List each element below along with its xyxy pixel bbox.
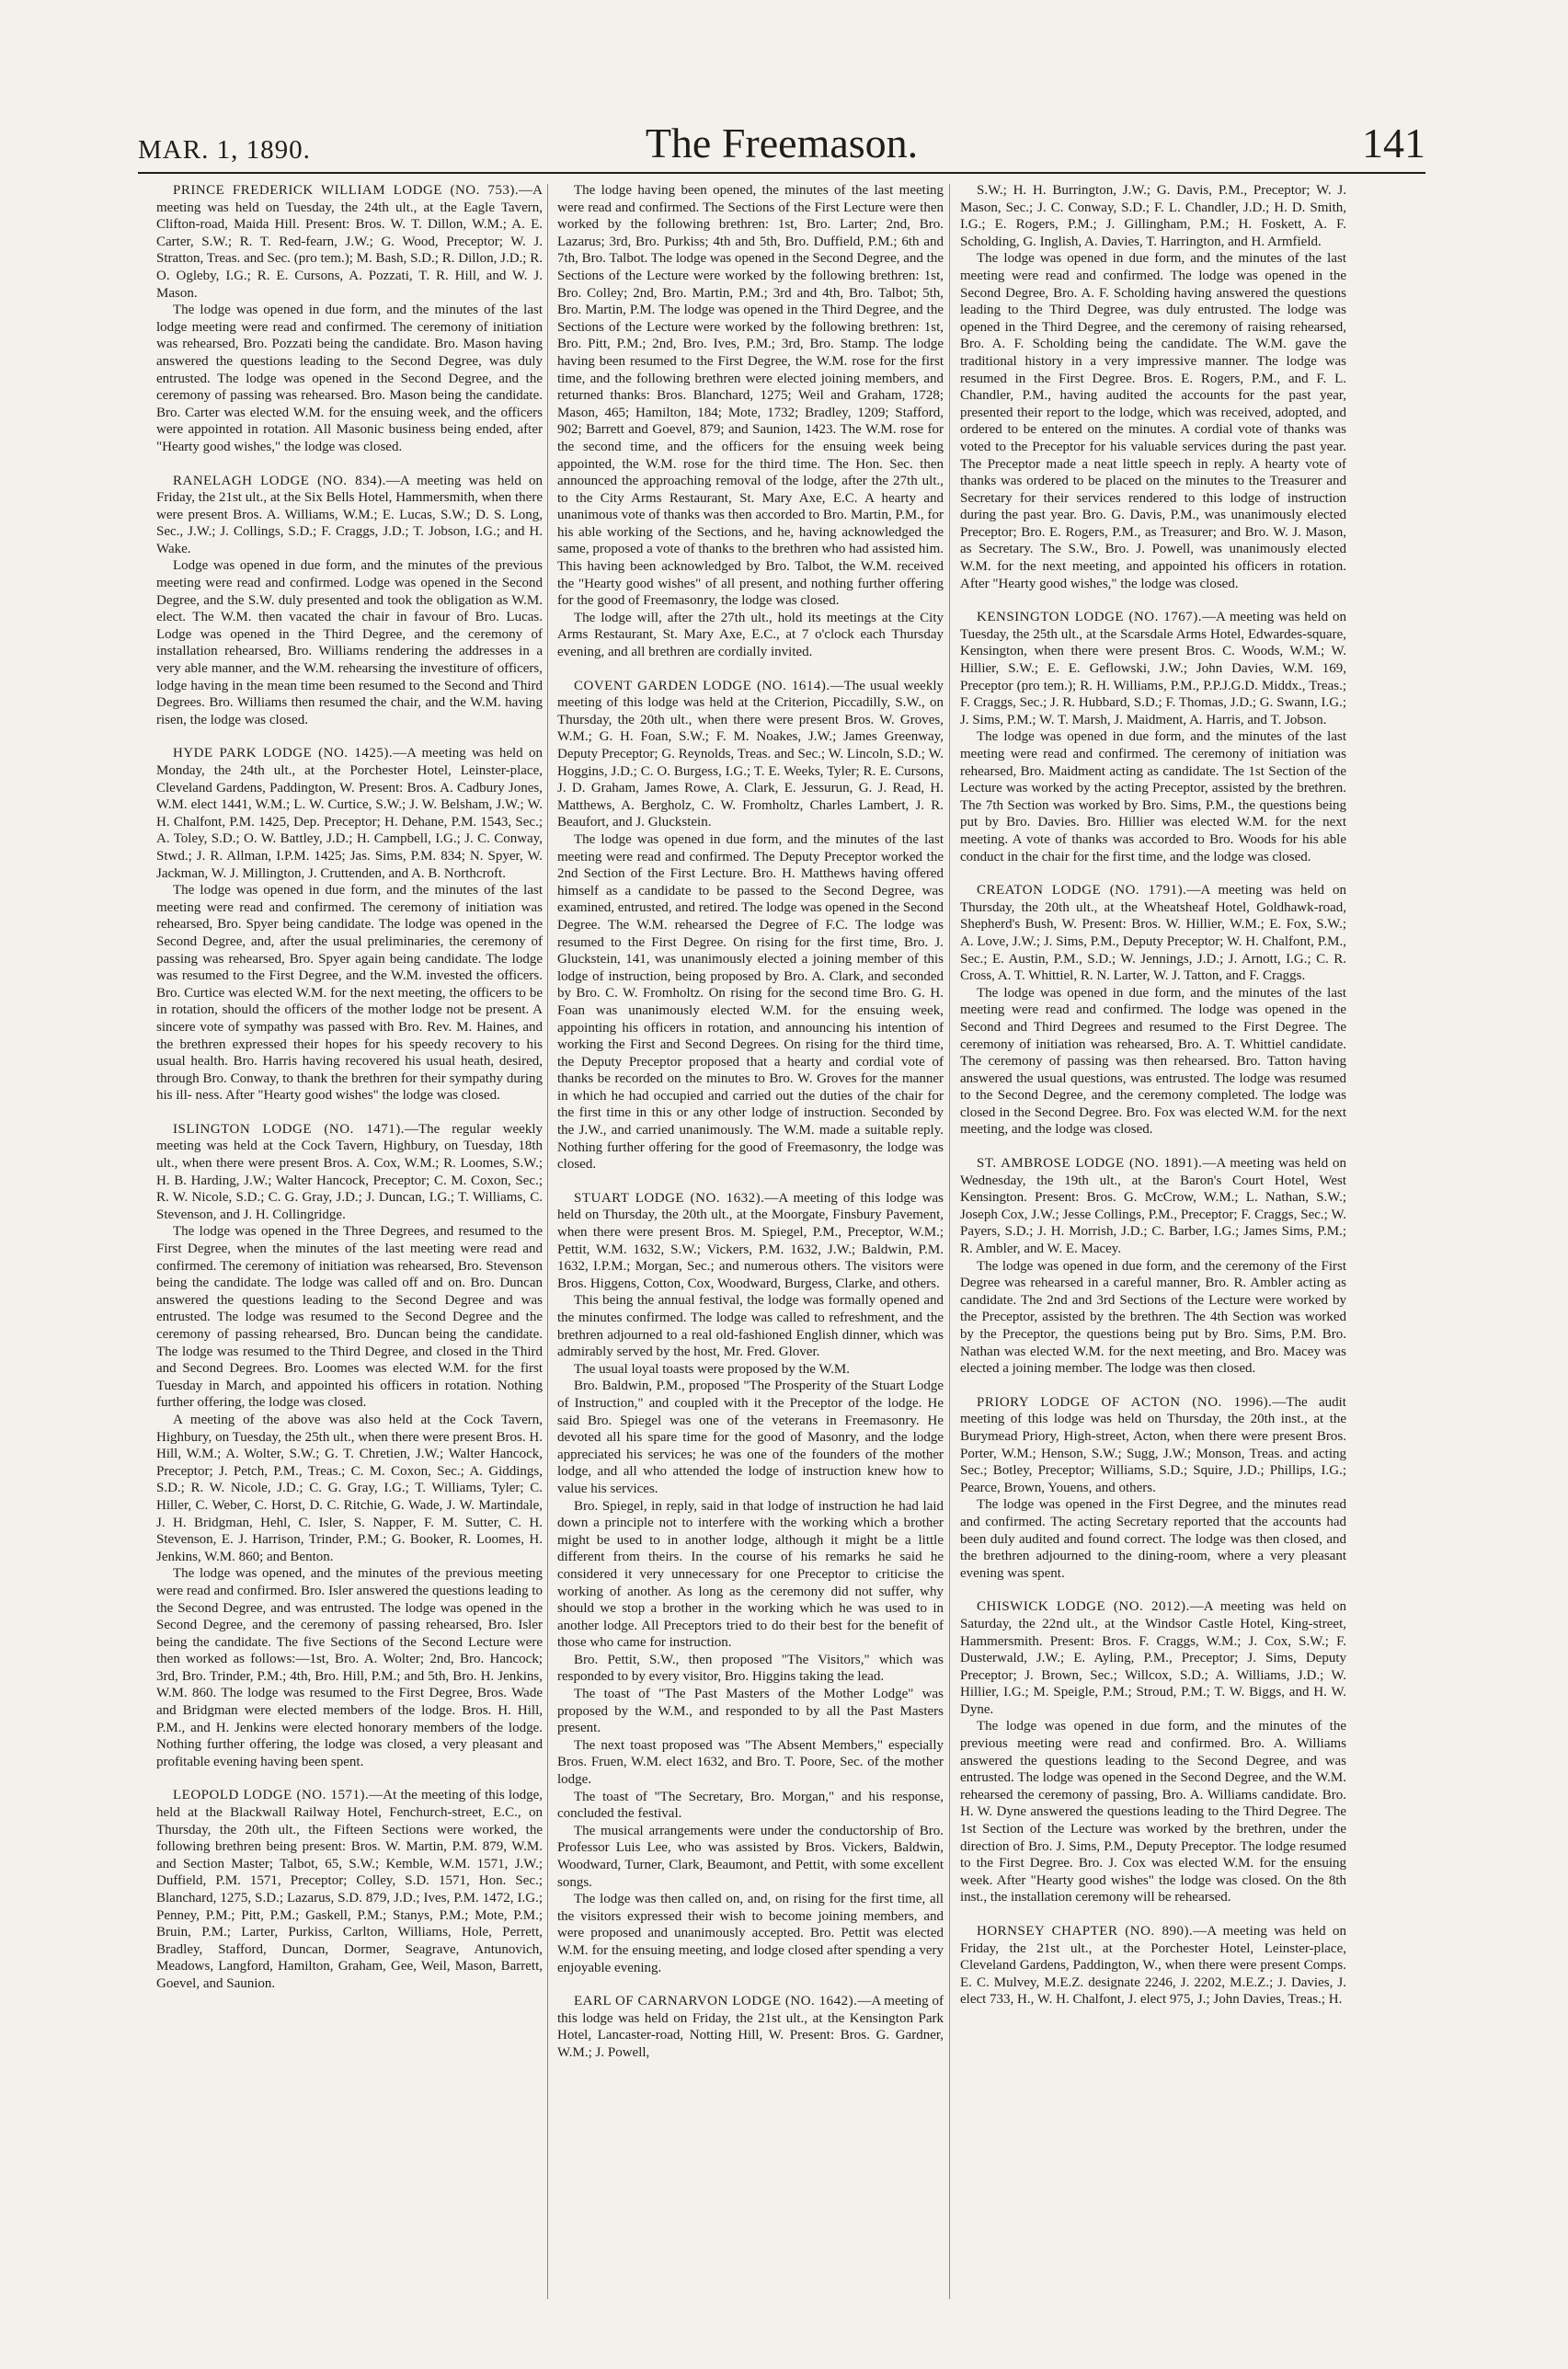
report-paragraph — [557, 1891, 944, 1976]
lodge-heading: STUART LODGE (NO. 1632). — [574, 1190, 765, 1206]
report-paragraph — [156, 557, 543, 728]
report-text: The lodge was opened in due form, and the minutes of the last meeting were read and confirmed. The lodge was opened in the Second and Third Degrees and resumed to the First Degree. The ceremony of initiation was rehearsed, Bro. A. T. Whittiel candidate. The ceremony of passing was then rehearsed. Bro. Tatton having answered the usual questions, was entrusted. The lodge was resumed to the Second Degree, and the ceremony completed. The lodge was closed in the Second Degree. Bro. Fox was elected W.M. for the next meeting, and the lodge was closed. — [960, 985, 1346, 1138]
lodge-report — [960, 882, 1346, 1139]
report-text: —A meeting was held on Tuesday, the 25th ult., at the Scarsdale Arms Hotel, Edwardes-square, Kensington, when there were present Bros. C. Woods, W.M.; W. Hillier, S.W.; E. E. Geflowski, J.W.; John Davies, W.M. 169, Preceptor (pro tem.); R. H. Williams, P.M., P.P.J.G.D. Middx., Treas.; F. Craggs, Sec.; J. R. Hubbard, S.D.; F. Thomas, J.D.; G. Swann, I.G.; J. Sims, P.M.; W. T. Marsh, J. Maidment, A. Harris, and T. Jobson. — [960, 610, 1346, 727]
report-paragraph — [960, 1598, 1346, 1718]
report-text: —The regular weekly meeting was held at the Cock Tavern, Highbury, on Tuesday, 18th ult., when there were present Bros. A. Cox, W.M.; R. Loomes, S.W.; H. B. Harding, J.W.; Walter Hancock, Preceptor; C. M. Coxon, Sec.; R. W. Nicole, S.D.; C. G. Gray, J.D.; J. Duncan, I.G.; T. Williams, C. Stevenson, and J. H. Collingridge. — [156, 1121, 543, 1222]
report-text: —A meeting was held on Friday, the 21st ult., at the Porchester Hotel, Leinster-place, Cleveland Gardens, Paddington, W., when there were present Comps. E. C. Mulvey, M.E.Z. designate 2246, J. 2202, M.E.Z.; J. Davies, J. elect 733, H., W. H. Chalfont, J. elect 975, J.; John Davies, Treas.; H. — [960, 1924, 1346, 2008]
report-paragraph — [557, 182, 944, 610]
report-paragraph — [960, 728, 1346, 865]
report-paragraph — [557, 1737, 944, 1789]
report-paragraph — [156, 1223, 543, 1412]
report-text: —A meeting was held on Wednesday, the 19th ult., at the Baron's Court Hotel, West Kensington. Present: Bros. G. McCrow, W.M.; L. Nathan, S.W.; Joseph Cox, J.W.; Jesse Collings, P.M., Preceptor; F. Craggs, Sec.; W. Payers, S.D.; J. H. Morrish, J.D.; C. Barber, I.G.; James Sims, P.M.; R. Ambler, and W. E. Macey. — [960, 1156, 1346, 1257]
report-paragraph — [557, 1292, 944, 1360]
report-paragraph — [557, 1823, 944, 1891]
report-text: The lodge having been opened, the minutes of the last meeting were read and confirmed. The Sections of the First Lecture were then worked by the following brethren: 1st, Bro. Larter; 2nd, Bro. Lazarus; 3rd, Bro. Purkiss; 4th and 5th, Bro. Duffield, P.M.; 6th and 7th, Bro. Talbot. The lodge was opened in the Second Degree, and the Sections of the Lecture were worked by the following brethren: 1st, Bro. Colley; 2nd, Bro. Martin, P.M.; 3rd and 4th, Bro. Talbot; 5th, Bro. Martin, P.M. The lodge was opened in the Third Degree, and the Sections of the Lecture were worked by the following brethren: 1st, Bro. Pitt, P.M.; 2nd, Bro. Ives, P.M.; 3rd, Bro. Stamp. The lodge having been resumed to the First Degree, the W.M. rose for the first time, and the following brethren were elected joining members, and returned thanks: Bros. Blanchard, 1275; Weil and Graham, 1728; Mason, 465; Hamilton, 184; Mote, 1732; Bradley, 1209; Stafford, 902; Barrett and Goevel, 879; and Saunion, 1423. The W.M. rose for the second time, and the officers for the ensuing week being appointed, the W.M. rose for the third time. The Hon. Sec. then announced the approaching removal of the lodge, after the 27th ult., to the City Arms Restaurant, St. Mary Axe, E.C. A hearty and unanimous vote of thanks was then accorded to Bro. Martin, P.M., for his able working of the Sections, and he, having acknowledged the same, proposed a vote of thanks to the brethren who had assisted him. This having been acknowledged by Bro. Talbot, the W.M. received the "Hearty good wishes" of all present, and nothing further offering for the good of Freemasonry, the lodge was closed. — [557, 183, 944, 609]
report-text: The usual loyal toasts were proposed by the W.M. — [574, 1361, 850, 1377]
page-number: 141 — [1362, 120, 1425, 166]
lodge-report — [156, 473, 543, 729]
lodge-report — [557, 1190, 944, 1976]
lodge-report — [960, 1155, 1346, 1378]
report-paragraph — [960, 609, 1346, 728]
report-paragraph — [156, 1565, 543, 1770]
lodge-heading: HORNSEY CHAPTER (NO. 890). — [977, 1924, 1194, 1939]
report-text: —A meeting of this lodge was held on Friday, the 21st ult., at the Kensington Park Hotel, Lancaster-road, Notting Hill, W. Present: Bros. G. Gardner, W.M.; J. Powell, — [557, 1994, 944, 2060]
lodge-heading: HYDE PARK LODGE (NO. 1425). — [173, 746, 394, 761]
report-paragraph — [156, 302, 543, 455]
report-text: The lodge was opened in the First Degree, and the minutes read and confirmed. The acting Secretary reported that the accounts had been duly audited and found correct. The lodge was then closed, and the brethren adjourned to the dining-room, where a very pleasant evening was spent. — [960, 1497, 1346, 1581]
issue-date: MAR. 1, 1890. — [138, 135, 311, 165]
report-paragraph — [960, 985, 1346, 1139]
report-paragraph — [557, 1378, 944, 1497]
lodge-report — [557, 678, 944, 1173]
lodge-report — [960, 609, 1346, 865]
report-paragraph — [156, 1787, 543, 1992]
report-paragraph — [960, 1155, 1346, 1258]
column-divider — [547, 184, 548, 2299]
report-text: The lodge was opened in due form, and the minutes of the last meeting were read and confirmed. The ceremony of initiation was rehearsed, Bro. Spyer being candidate. The lodge was opened in the Second Degree, and, after the usual preliminaries, the ceremony of passing was rehearsed, Bro. Spyer again being candidate. The lodge was resumed to the First Degree, and the W.M. invested the officers. Bro. Curtice was elected W.M. for the next meeting, the officers to be in rotation, should the officers of the mother lodge not be present. A sincere vote of sympathy was passed with Bro. Rev. M. Haines, and the brethren expressed their hopes for his speedy recovery to his usual health. Bro. Harris having recovered his usual heath, desired, through Bro. Conway, to thank the brethren for their sympathy during his ill- ness. After "Hearty good wishes" the lodge was closed. — [156, 883, 543, 1104]
lodge-report — [960, 1394, 1346, 1583]
column-divider — [949, 184, 950, 2299]
report-text: The toast of "The Secretary, Bro. Morgan," and his response, concluded the festival. — [557, 1789, 944, 1822]
column-3 — [960, 182, 1346, 2325]
lodge-report — [960, 1598, 1346, 1906]
report-paragraph — [960, 1496, 1346, 1582]
report-text: Lodge was opened in due form, and the minutes of the previous meeting were read and confirmed. Lodge was opened in the Second Degree, and the S.W. duly presented and took the obligation as W.M. elect. The W.M. then vacated the chair in favour of Bro. Lucas. Lodge was opened in the Third Degree, and the ceremony of installation rehearsed, Bro. Williams rendering the addresses in a very able manner, and the W.M. rehearsing the investiture of officers, lodge having in the mean time been resumed to the Second and Third Degrees. Bro. Williams then resumed the chair, and the W.M. having risen, the lodge was closed. — [156, 558, 543, 727]
report-text: —A meeting was held on Tuesday, the 24th ult., at the Eagle Tavern, Clifton-road, Maida Hill. Present: Bros. W. T. Dillon, W.M.; A. E. Carter, S.W.; R. T. Red-fearn, J.W.; G. Wood, Preceptor; W. J. Stratton, Treas. and Sec. (pro tem.); M. Bash, S.D.; R. Dillon, J.D.; R. O. Ogleby, I.G.; R. E. Cursons, A. Pozzati, T. R. Hill, and W. J. Mason. — [156, 183, 543, 301]
report-text: The lodge was opened in due form, and the minutes of the last meeting were read and confirmed. The lodge was opened in the Second Degree, Bro. A. F. Scholding having answered the questions leading to the Third Degree, was duly entrusted. The lodge was opened in the Third Degree, and the ceremony of raising rehearsed, Bro. A. F. Scholding being the candidate. The W.M. gave the traditional history in a very impressive manner. The lodge was resumed in the First Degree. Bros. E. Rogers, P.M., and F. L. Chandler, P.M., having audited the accounts for the past year, presented their report to the lodge, which was received, adopted, and ordered to be entered on the minutes. A cordial vote of thanks was voted to the Preceptor for his valuable services during the past year. The Preceptor made a neat little speech in reply. A hearty vote of thanks was ordered to be placed on the minutes to the Treasurer and Secretary for their services rendered to this lodge of instruction during the past year. Bro. G. Davis, P.M., was unanimously elected Preceptor; Bro. E. Rogers, P.M., as Treasurer; and Bro. W. J. Mason, as Secretary. The S.W., Bro. J. Powell, was unanimously elected W.M. for the next meeting, and appointed his officers in rotation. After "Hearty good wishes," the lodge was closed. — [960, 251, 1346, 591]
lodge-report — [557, 182, 944, 661]
lodge-heading: LEOPOLD LODGE (NO. 1571). — [173, 1788, 370, 1803]
report-text: The lodge was opened in due form, and the minutes of the last lodge meeting were read and confirmed. The ceremony of initiation was rehearsed, Bro. Pozzati being the candidate. Bro. Mason having answered the questions leading to the Second Degree, was duly entrusted. The lodge was opened in the Second Degree, and the ceremony of passing was rehearsed. Bro. Mason being the candidate. Bro. Carter was elected W.M. for the ensuing week, and the officers were appointed in rotation. All Masonic business being ended, after "Hearty good wishes," the lodge was closed. — [156, 303, 543, 454]
report-text: The lodge will, after the 27th ult., hold its meetings at the City Arms Restaurant, St. Mary Axe, E.C., at 7 o'clock each Thursday evening, and all brethren are cordially invited. — [557, 610, 944, 660]
newspaper-title: The Freemason. — [645, 120, 919, 166]
report-paragraph — [156, 882, 543, 1104]
report-text: The lodge was opened in due form, and the minutes of the previous meeting were read and confirmed. Bro. A. Williams answered the questions leading to the Second Degree, and was entrusted. The lodge was opened in the Second Degree, and the W.M. rehearsed the ceremony of passing, Bro. A. Williams candidate. Bro. H. W. Dyne answered the questions leading to the Third Degree. The 1st Section of the Lecture was worked by the brethren, under the direction of Bro. J. Sims, P.M., Deputy Preceptor. The lodge resumed to the First Degree. Bro. J. Cox was elected W.M. for the ensuing week. After "Hearty good wishes" the lodge was closed. On the 8th inst., the installation ceremony will be rehearsed. — [960, 1719, 1346, 1906]
lodge-heading: ISLINGTON LODGE (NO. 1471). — [173, 1121, 406, 1137]
report-text: —A meeting was held on Monday, the 24th ult., at the Porchester Hotel, Leinster-place, Cleveland Gardens, Paddington, W. Present: Bros. A. Cadbury Jones, W.M. elect 1441, W.M.; L. W. Curtice, S.W.; J. W. Belsham, J.W.; W. H. Chalfont, P.M. 1425, Dep. Preceptor; H. Dehane, P.M. 1543, Sec.; A. Toley, S.D.; O. W. Battley, J.D.; H. Campbell, I.G.; J. C. Conway, Stwd.; J. R. Allman, I.P.M. 1425; Jas. Sims, P.M. 834; N. Spyer, W. Jackman, W. J. Millington, J. Cruttenden, and A. B. Northcroft. — [156, 746, 543, 881]
lodge-report — [960, 1923, 1346, 2008]
lodge-heading: EARL OF CARNARVON LODGE (NO. 1642). — [574, 1994, 858, 2009]
header-rule — [138, 172, 1425, 174]
report-text: The next toast proposed was "The Absent Members," especially Bros. Fruen, W.M. elect 1632, and Bro. T. Poore, Sec. of the mother lodge. — [557, 1737, 944, 1788]
report-paragraph — [960, 250, 1346, 592]
report-text: The lodge was opened in due form, and the ceremony of the First Degree was rehearsed in a careful manner, Bro. R. Ambler acting as candidate. The 2nd and 3rd Sections of the Lecture were worked by the Preceptor, assisted by the brethren. The 4th Section was worked by the Preceptor, the questions being put by Bro. Sims, P.M. Bro. Nathan was elected W.M. for the next meeting, and Bro. Macey was elected a joining member. The lodge was then closed. — [960, 1258, 1346, 1377]
report-paragraph — [557, 1993, 944, 2061]
report-text: A meeting of the above was also held at the Cock Tavern, Highbury, on Tuesday, the 25th ult., when there were present Bros. H. Hill, W.M.; A. Wolter, S.W.; G. T. Chretien, J.W.; Walter Hancock, Preceptor; J. Petch, P.M., Treas.; C. M. Coxon, Sec.; A. Giddings, S.D.; R. W. Nicole, J.D.; C. G. Gray, I.G.; T. Williams, Tyler; C. Hiller, C. Weber, C. Horst, D. C. Ritchie, G. Wade, J. W. Martindale, J. H. Bridgman, Hehl, C. Isler, S. Napper, F. M. Sutter, C. H. Stevenson, E. J. Harrison, Trinder, P.M.; G. Booker, R. Loomes, H. Jenkins, W.M. 860; and Benton. — [156, 1412, 543, 1564]
report-text: The lodge was opened in the Three Degrees, and resumed to the First Degree, when the minutes of the last meeting were read and confirmed. The ceremony of initiation was rehearsed, Bro. Stevenson being the candidate. The lodge was called off and on. Bro. Duncan answered the questions leading to the Second Degree and was entrusted. The lodge was resumed to the Second Degree and the ceremony of passing rehearsed, Bro. Duncan being the candidate. The lodge was resumed to the Third Degree, and closed in the Third and Second Degrees. Bro. Loomes was elected W.M. for the first Tuesday in March, and appointed his officers in rotation. Nothing further offering, the lodge was closed. — [156, 1224, 543, 1411]
report-paragraph — [557, 1686, 944, 1737]
column-2 — [557, 182, 944, 2325]
report-paragraph — [557, 678, 944, 831]
masthead — [138, 112, 1425, 167]
report-paragraph — [960, 882, 1346, 985]
report-paragraph — [557, 1190, 944, 1293]
report-paragraph — [557, 1789, 944, 1823]
report-text: —The usual weekly meeting of this lodge was held at the Criterion, Piccadilly, S.W., on Thursday, the 20th ult., when there were present Bros. W. Groves, W.M.; G. H. Foan, S.W.; F. M. Noakes, J.W.; James Greenway, Deputy Preceptor; G. Reynolds, Treas. and Sec.; W. Lincoln, S.D.; W. Hoggins, J.D.; C. O. Burgess, I.G.; T. E. Weeks, Tyler; R. E. Cursons, J. D. Graham, James Rowe, A. Clark, E. Jessurun, G. J. Read, H. Matthews, A. Bergholz, C. W. Fromholtz, Charles Lambert, J. R. Beaufort, and J. Gluckstein. — [557, 678, 944, 830]
report-paragraph — [156, 1412, 543, 1565]
lodge-heading: RANELAGH LODGE (NO. 834). — [173, 473, 386, 488]
lodge-heading: KENSINGTON LODGE (NO. 1767). — [977, 610, 1202, 625]
report-text: The musical arrangements were under the conductorship of Bro. Professor Luis Lee, who was assisted by Bros. Vickers, Baldwin, Woodward, Turner, Clark, Beaumont, and Pettit, with some excellent songs. — [557, 1823, 944, 1890]
report-text: The toast of "The Past Masters of the Mother Lodge" was proposed by the W.M., and responded to by all the Past Masters present. — [557, 1687, 944, 1736]
report-text: S.W.; H. H. Burrington, J.W.; G. Davis, P.M., Preceptor; W. J. Mason, Sec.; J. C. Conway, S.D.; F. L. Chandler, J.D.; H. D. Smith, I.G.; E. Rogers, P.M.; J. Gillingham, P.M.; H. Foskett, A. F. Scholding, G. Inglish, A. Davies, T. Harrington, and H. Armfield. — [960, 183, 1346, 249]
report-paragraph — [557, 1652, 944, 1686]
report-paragraph — [960, 1258, 1346, 1378]
lodge-heading: CHISWICK LODGE (NO. 2012). — [977, 1599, 1190, 1615]
lodge-heading: PRIORY LODGE OF ACTON (NO. 1996). — [977, 1394, 1273, 1410]
report-text: —A meeting of this lodge was held on Thursday, the 20th ult., at the Moorgate, Finsbury Pavement, when there were present Bros. M. Spiegel, P.M., Preceptor, W.M.; Pettit, W.M. 1632, S.W.; Vickers, P.M. 1632, J.W.; Baldwin, P.M. 1632, I.P.M.; Morgan, Sec.; and numerous others. The visitors were Bros. Higgens, Cotton, Cox, Woodward, Burgess, Clarke, and others. — [557, 1190, 944, 1291]
report-text: The lodge was then called on, and, on rising for the first time, all the visitors expressed their wish to become joining members, and were proposed and unanimously accepted. Bro. Pettit was elected W.M. for the ensuing meeting, and lodge closed after spending a very enjoyable evening. — [557, 1892, 944, 1975]
report-text: The lodge was opened, and the minutes of the previous meeting were read and confirmed. Bro. Isler answered the questions leading to the Second Degree, and was entrusted. The lodge was opened in the Second Degree, and the ceremony of passing rehearsed, Bro. Isler being the candidate. The five Sections of the Second Lecture were then worked as follows:—1st, Bro. A. Wolter; 2nd, Bro. Hancock; 3rd, Bro. Trinder, P.M.; 4th, Bro. Hill, P.M.; and 5th, Bro. H. Jenkins, W.M. 860. The lodge was resumed to the First Degree, Bros. Wade and Bridgman were elected members of the lodge. Bros. H. Hill, P.M., and H. Jenkins were elected honorary members of the lodge. Nothing further offering, the lodge was closed, a very pleasant and profitable evening having been spent. — [156, 1566, 543, 1769]
report-paragraph — [156, 745, 543, 882]
report-text: This being the annual festival, the lodge was formally opened and the minutes confirmed. The lodge was called to refreshment, and the brethren adjourned to a real old-fashioned English dinner, which was admirably served by the host, Mr. Fred. Glover. — [557, 1293, 944, 1360]
lodge-report — [156, 1787, 543, 1992]
lodge-report — [156, 1121, 543, 1771]
report-text: —A meeting was held on Friday, the 21st ult., at the Six Bells Hotel, Hammersmith, when there were present Bros. A. Williams, W.M.; E. Lucas, S.W.; D. S. Long, Sec., J.W.; J. Collings, S.D.; F. Craggs, J.D.; T. Jobson, I.G.; and H. Wake. — [156, 473, 543, 556]
report-paragraph — [557, 1498, 944, 1652]
report-paragraph — [960, 1923, 1346, 2008]
report-text: Bro. Spiegel, in reply, said in that lodge of instruction he had laid down a principle not to interfere with the working which a brother might be used to in another lodge, although it might be a little different from theirs. In the course of his remarks he said he considered it very unnecessary for one Preceptor to criticise the working of another. As long as the ceremony did not suffer, why should we stop a brother in the working which he was used to in another lodge. All Preceptors tried to do their best for the benefit of those who came for instruction. — [557, 1498, 944, 1651]
report-text: —A meeting was held on Saturday, the 22nd ult., at the Windsor Castle Hotel, King-street, Hammersmith. Present: Bros. F. Craggs, W.M.; J. Cox, S.W.; F. Dusterwald, J.W.; E. Ayling, P.M., Preceptor; J. Sims, Deputy Preceptor; J. Brown, Sec.; Willcox, S.D.; A. Williams, J.D.; W. Hillier, I.G.; M. Speigle, P.M.; Stroud, P.M.; T. W. Biggs, and H. W. Dyne. — [960, 1599, 1346, 1717]
lodge-report — [557, 1993, 944, 2061]
report-text: —At the meeting of this lodge, held at the Blackwall Railway Hotel, Fenchurch-street, E.C., on Thursday, the 20th ult., the Fifteen Sections were worked, the following brethren being present: Bros. W. Martin, P.M. 879, W.M. and Section Master; Talbot, 65, S.W.; Kemble, W.M. 1571, J.W.; Duffield, P.M. 1571, Preceptor; Colley, S.D. 1571, Hon. Sec.; Blanchard, 1275, S.D.; Lazarus, S.D. 879, J.D.; Ives, P.M. 1472, I.G.; Penney, P.M.; Pitt, P.M.; Gaskell, P.M.; Stanys, P.M.; Mote, P.M.; Bruin, P.M.; Larter, Purkiss, Carlton, Williams, Hole, Perrett, Bradley, Stafford, Duncan, Dormer, Seagrave, Antunovich, Meadows, Langford, Hamilton, Graham, Gee, Weil, Mason, Barrett, Goevel, and Saunion. — [156, 1788, 543, 1991]
report-text: —The audit meeting of this lodge was held on Thursday, the 20th inst., at the Burymead Priory, High-street, Acton, when there were present Bros. Porter, W.M.; Henson, S.W.; Sugg, J.W.; Monson, Treas. and acting Sec.; Botley, Preceptor; Williams, S.D.; Squire, J.D.; Phillips, I.G.; Pearce, Brown, Youens, and others. — [960, 1394, 1346, 1495]
lodge-heading: COVENT GARDEN LODGE (NO. 1614). — [574, 678, 830, 693]
report-paragraph — [960, 1394, 1346, 1497]
lodge-heading: CREATON LODGE (NO. 1791). — [977, 883, 1187, 898]
report-text: —A meeting was held on Thursday, the 20th ult., at the Wheatsheaf Hotel, Goldhawk-road, Shepherd's Bush, W. Present: Bros. W. Hillier, W.M.; E. Fox, S.W.; A. Love, J.W.; J. Sims, P.M., Deputy Preceptor; W. H. Chalfont, P.M., Sec.; E. Austin, P.M., S.D.; W. Jennings, J.D.; J. Arnott, I.G.; C. R. Cross, A. T. Whittiel, R. N. Larter, W. J. Tatton, and F. Craggs. — [960, 883, 1346, 984]
lodge-report — [960, 182, 1346, 592]
report-text: Bro. Baldwin, P.M., proposed "The Prosperity of the Stuart Lodge of Instruction," and coupled with it the Preceptor of the lodge. He said Bro. Spiegel was one of the veterans in Freemasonry. He devoted all his spare time for the good of Masonry, and the lodge appreciated his services; he was one of the founders of the mother lodge, and all who attended the lodge of instruction knew how to value his services. — [557, 1379, 944, 1496]
lodge-report — [156, 745, 543, 1104]
column-1 — [156, 182, 543, 2325]
report-paragraph — [156, 473, 543, 558]
report-text: Bro. Pettit, S.W., then proposed "The Visitors," which was responded to by every visitor, Bro. Higgins taking the lead. — [557, 1652, 944, 1685]
report-paragraph — [557, 831, 944, 1173]
report-paragraph — [156, 1121, 543, 1224]
report-paragraph — [557, 610, 944, 661]
report-text: The lodge was opened in due form, and the minutes of the last meeting were read and confirmed. The ceremony of initiation was rehearsed, Bro. Maidment acting as candidate. The 1st Section of the Lecture was worked by the acting Preceptor, assisted by the brethren. The 7th Section was worked by Bro. Sims, P.M., the questions being put by Bro. Davies. Bro. Hillier was elected W.M. for the next meeting. A vote of thanks was accorded to Bro. Woods for his able conduct in the chair for the first time, and the lodge was closed. — [960, 729, 1346, 864]
report-paragraph — [960, 182, 1346, 250]
lodge-report — [156, 182, 543, 456]
report-paragraph — [557, 1361, 944, 1379]
report-paragraph — [156, 182, 543, 302]
report-text: The lodge was opened in due form, and the minutes of the last meeting were read and confirmed. The Deputy Preceptor worked the 2nd Section of the First Lecture. Bro. H. Matthews having offered himself as a candidate to be passed to the Second Degree, was examined, entrusted, and retired. The lodge was opened in the Second Degree. The W.M. rehearsed the Degree of F.C. The lodge was resumed to the First Degree. On rising for the first time, Bro. J. Gluckstein, 141, was unanimously elected a joining member of this lodge of instruction, being proposed by Bro. A. Clark, and seconded by Bro. C. W. Fromholtz. On rising for the second time Bro. G. H. Foan was unanimously elected W.M. for the ensuing week, appointing his officers in rotation, and announcing his intention of working the First and Second Degrees. On rising for the third time, the Deputy Preceptor proposed that a hearty and cordial vote of thanks be recorded on the minutes to Bro. W. Groves for the manner in which he had occupied and carried out the duties of the chair for the first time in this or any other lodge of instruction. Seconded by the J.W., and carried unanimously. The W.M. made a suitable reply. Nothing further offering for the good of Freemasonry, the lodge was closed. — [557, 831, 944, 1173]
lodge-heading: PRINCE FREDERICK WILLIAM LODGE (NO. 753). — [173, 183, 520, 198]
lodge-heading: ST. AMBROSE LODGE (NO. 1891). — [977, 1156, 1203, 1172]
report-paragraph — [960, 1718, 1346, 1906]
